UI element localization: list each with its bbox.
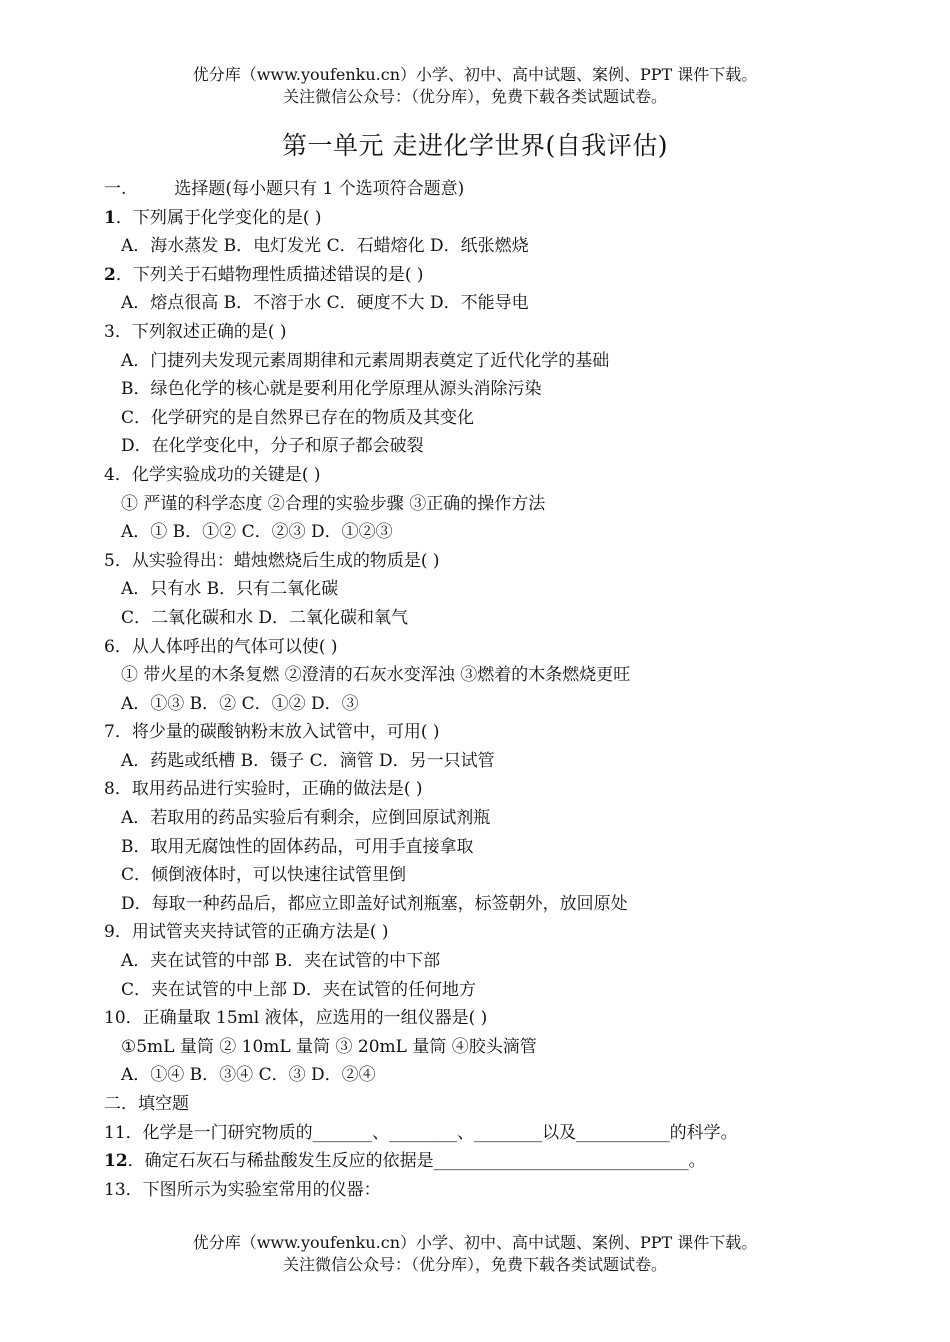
- question-3: [104, 318, 864, 347]
- question-6-statements: ① 带火星的木条复燃 ②澄清的石灰水变浑浊 ③燃着的木条燃烧更旺: [121, 665, 631, 686]
- question-text: ．化学实验成功的关键是( ): [114, 464, 321, 485]
- question-number: 6: [104, 636, 115, 657]
- question-number: 4: [104, 464, 115, 485]
- question-11: [104, 1119, 864, 1148]
- footer-line-1: 优分库（www.youfenku.cn）小学、初中、高中试题、案例、PPT 课件下载。: [192, 1233, 758, 1252]
- question-number: 11: [104, 1122, 126, 1143]
- question-8-option-c: C．倾倒液体时，可以快速往试管里倒: [121, 865, 407, 886]
- question-5-options-cd: C．二氧化碳和水 D．二氧化碳和氧气: [121, 607, 409, 628]
- question-text: ．用试管夹夹持试管的正确方法是( ): [114, 922, 389, 943]
- question-9: [104, 918, 864, 947]
- question-4-options: A．① B．①② C．②③ D．①②③: [121, 522, 393, 543]
- question-text: ．取用药品进行实验时，正确的做法是( ): [114, 779, 423, 800]
- question-6: [104, 633, 864, 662]
- question-text: ．下列属于化学变化的是( ): [115, 207, 322, 228]
- exam-content: [104, 175, 864, 1204]
- question-number: 3: [104, 321, 115, 342]
- question-4-statements: ① 严谨的科学态度 ②合理的实验步骤 ③正确的操作方法: [121, 493, 546, 514]
- section-1-number: 一.: [104, 179, 127, 199]
- question-8: [104, 775, 864, 804]
- question-12: [104, 1147, 864, 1176]
- question-number: 7: [104, 722, 115, 743]
- question-text: ．下列叙述正确的是( ): [114, 321, 287, 342]
- question-text: ．将少量的碳酸钠粉末放入试管中，可用( ): [114, 722, 440, 743]
- question-3-option-c: C．化学研究的是自然界已存在的物质及其变化: [121, 407, 475, 428]
- question-text: ．确定石灰石与稀盐酸发生反应的依据是______________________________。: [127, 1151, 706, 1172]
- question-5: [104, 547, 864, 576]
- question-4: [104, 461, 864, 490]
- question-1-options: A．海水蒸发 B．电灯发光 C．石蜡熔化 D．纸张燃烧: [121, 236, 529, 257]
- question-7-options: A．药匙或纸槽 B．镊子 C．滴管 D．另一只试管: [121, 750, 495, 771]
- question-8-option-a: A．若取用的药品实验后有剩余，应倒回原试剂瓶: [121, 808, 491, 829]
- question-8-option-d: D．每取一种药品后，都应立即盖好试剂瓶塞，标签朝外，放回原处: [121, 893, 628, 914]
- question-6-options: A．①③ B．② C．①② D．③: [121, 693, 359, 714]
- question-text: ．下图所示为实验室常用的仪器：: [125, 1179, 381, 1200]
- page-footer: [0, 1232, 950, 1276]
- question-2-options: A．熔点很高 B．不溶于水 C．硬度不大 D．不能导电: [121, 293, 529, 314]
- header-line-1: 优分库（www.youfenku.cn）小学、初中、高中试题、案例、PPT 课件下载。: [192, 65, 758, 84]
- question-1: [104, 204, 864, 233]
- question-3-option-d: D．在化学变化中，分子和原子都会破裂: [121, 436, 424, 457]
- question-number: 5: [104, 550, 115, 571]
- question-number: 1: [104, 207, 116, 228]
- question-number: 8: [104, 779, 115, 800]
- footer-line-2: 关注微信公众号：（优分库），免费下载各类试题试卷。: [282, 1255, 667, 1274]
- section-2-heading: 二．填空题: [104, 1094, 189, 1114]
- question-7: [104, 718, 864, 747]
- question-number: 2: [104, 264, 116, 285]
- section-1-label: 选择题(每小题只有 1 个选项符合题意): [174, 179, 465, 199]
- section-1-heading: [104, 175, 864, 204]
- question-10: [104, 1004, 864, 1033]
- question-9-options-cd: C．夹在试管的中上部 D．夹在试管的任何地方: [121, 979, 477, 1000]
- header-line-2: 关注微信公众号：（优分库），免费下载各类试题试卷。: [282, 87, 667, 106]
- question-2: [104, 261, 864, 290]
- question-8-option-b: B．取用无腐蚀性的固体药品，可用手直接拿取: [121, 836, 474, 857]
- question-text: ．从实验得出：蜡烛燃烧后生成的物质是( ): [114, 550, 440, 571]
- question-13: [104, 1176, 864, 1205]
- question-10-statements: ①5mL 量筒 ② 10mL 量筒 ③ 20mL 量筒 ④胶头滴管: [121, 1036, 537, 1057]
- question-3-option-b: B．绿色化学的核心就是要利用化学原理从源头消除污染: [121, 379, 542, 400]
- question-number: 13: [104, 1179, 126, 1200]
- question-10-options: A．①④ B．③④ C．③ D．②④: [121, 1065, 376, 1086]
- page-title: 第一单元 走进化学世界(自我评估): [282, 131, 668, 160]
- question-text: ．化学是一门研究物质的_______、________、________以及___________的科学。: [125, 1122, 738, 1143]
- question-text: ．正确量取 15ml 液体，应选用的一组仪器是( ): [125, 1008, 488, 1029]
- question-number: 10: [104, 1008, 126, 1029]
- question-5-options-ab: A．只有水 B．只有二氧化碳: [121, 579, 339, 600]
- question-9-options-ab: A．夹在试管的中部 B．夹在试管的中下部: [121, 951, 441, 972]
- question-3-option-a: A．门捷列夫发现元素周期律和元素周期表奠定了近代化学的基础: [121, 350, 610, 371]
- page-header: [0, 64, 950, 108]
- question-text: ．从人体呼出的气体可以使( ): [114, 636, 338, 657]
- question-text: ．下列关于石蜡物理性质描述错误的是( ): [115, 264, 424, 285]
- question-number: 12: [104, 1151, 128, 1172]
- question-number: 9: [104, 922, 115, 943]
